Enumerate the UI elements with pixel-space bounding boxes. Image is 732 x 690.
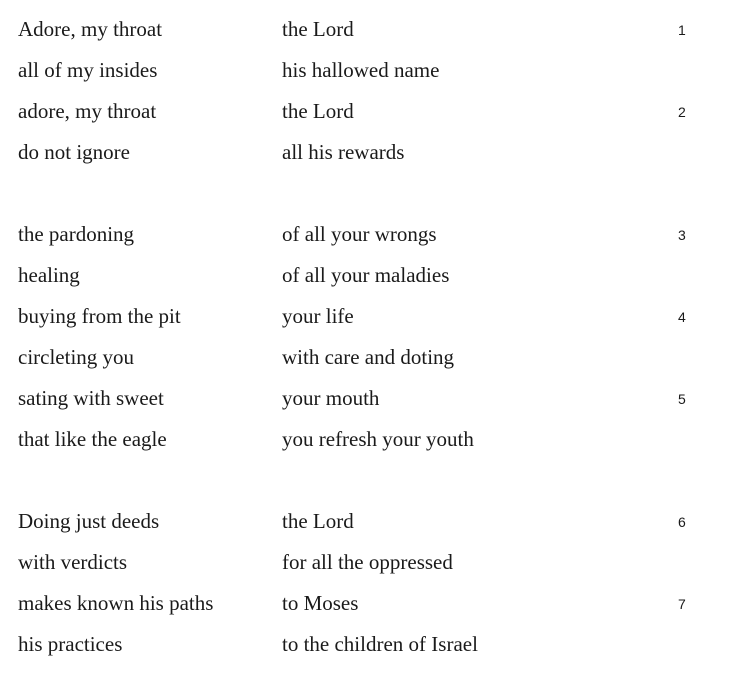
line-right-half: your mouth — [282, 386, 380, 410]
verse-number: 6 — [678, 514, 686, 530]
line-right-half: the Lord — [282, 509, 354, 533]
line-right-half: your life — [282, 304, 354, 328]
line-left-half: with verdicts — [18, 550, 128, 574]
poem-line — [0, 421, 732, 462]
poem-line — [0, 339, 732, 380]
verse-number: 4 — [678, 309, 686, 325]
verse-number: 7 — [678, 596, 686, 612]
line-left-half: adore, my throat — [18, 99, 157, 123]
line-right-half: the Lord — [282, 99, 354, 123]
line-right-half: all his rewards — [282, 140, 405, 164]
stanza-break — [0, 175, 732, 216]
line-left-half: circleting you — [18, 345, 135, 369]
poem-line — [0, 626, 732, 667]
poem-line — [0, 503, 732, 544]
verse-number: 2 — [678, 104, 686, 120]
line-right-half: for all the oppressed — [282, 550, 453, 574]
poem-line — [0, 585, 732, 626]
line-right-half: the Lord — [282, 17, 354, 41]
poem-text — [0, 11, 732, 667]
line-right-half: to the children of Israel — [282, 632, 478, 656]
poem-line — [0, 544, 732, 585]
poem-line — [0, 298, 732, 339]
poem-line — [0, 11, 732, 52]
line-left-half: do not ignore — [18, 140, 130, 164]
line-left-half: makes known his paths — [18, 591, 214, 615]
line-right-half: his hallowed name — [282, 58, 440, 82]
line-left-half: Adore, my throat — [18, 17, 163, 41]
poem-line — [0, 257, 732, 298]
line-left-half: the pardoning — [18, 222, 135, 246]
line-right-half: of all your wrongs — [282, 222, 437, 246]
poem-line — [0, 216, 732, 257]
verse-number: 5 — [678, 391, 686, 407]
line-left-half: that like the eagle — [18, 427, 167, 451]
verse-number: 3 — [678, 227, 686, 243]
line-left-half: all of my insides — [18, 58, 158, 82]
line-left-half: sating with sweet — [18, 386, 164, 410]
line-right-half: you refresh your youth — [282, 427, 474, 451]
poem-line — [0, 52, 732, 93]
line-left-half: Doing just deeds — [18, 509, 160, 533]
poem-line — [0, 380, 732, 421]
stanza-break — [0, 462, 732, 503]
line-left-half: healing — [18, 263, 80, 287]
verse-number: 1 — [678, 22, 686, 38]
poem-line — [0, 134, 732, 175]
poem-line — [0, 93, 732, 134]
line-right-half: with care and doting — [282, 345, 455, 369]
line-right-half: of all your maladies — [282, 263, 450, 287]
line-left-half: his practices — [18, 632, 123, 656]
line-left-half: buying from the pit — [18, 304, 181, 328]
line-right-half: to Moses — [282, 591, 359, 615]
